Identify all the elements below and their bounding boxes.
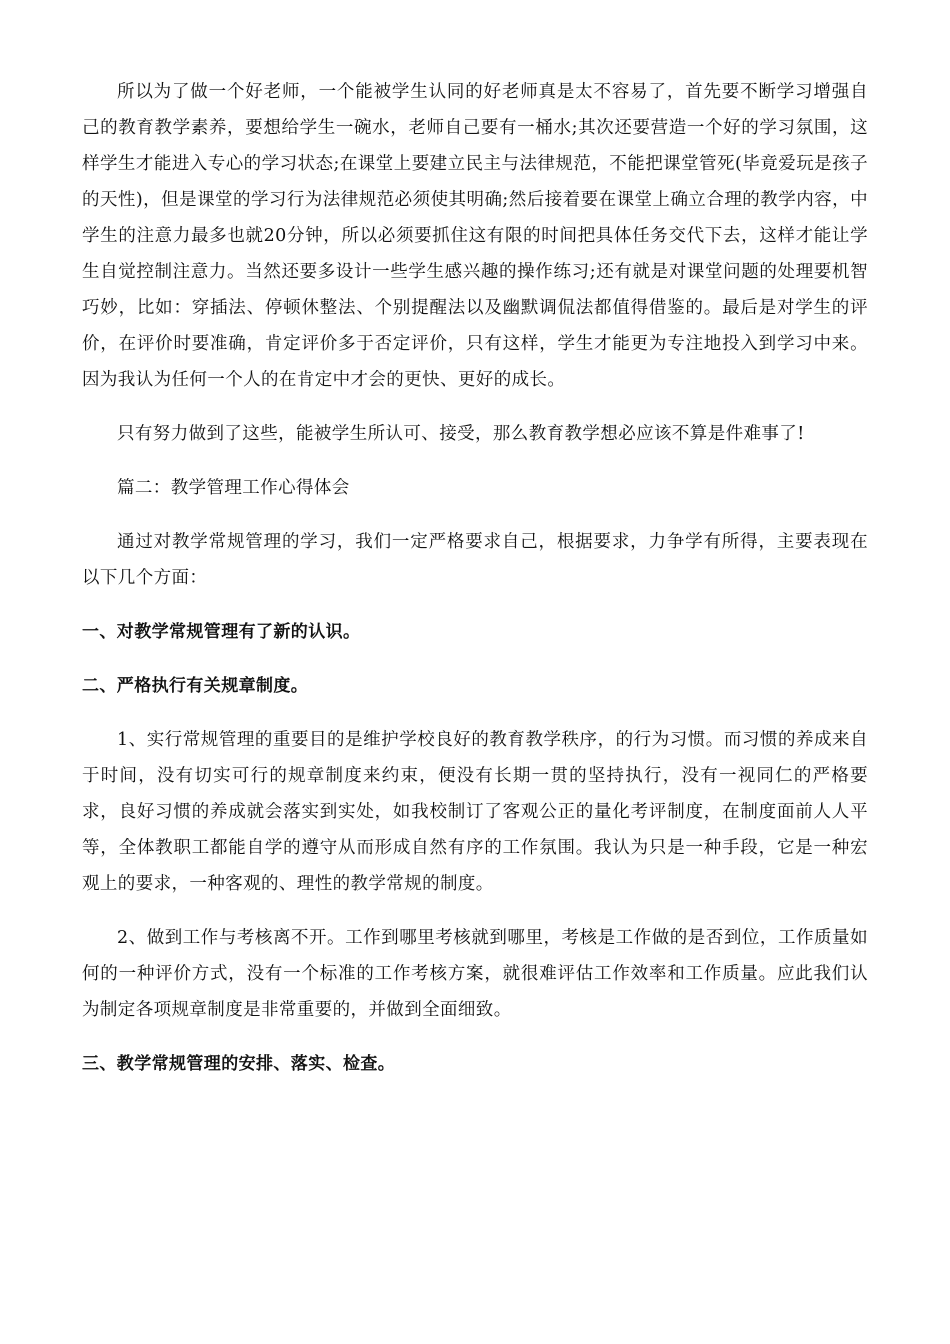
document-body (82, 74, 868, 1100)
paragraph-conclusion: 只有努力做到了这些，能被学生所认可、接受，那么教育教学想必应该不算是件难事了! (117, 424, 805, 444)
paragraph-teacher-qualities: 所以为了做一个好老师，一个能被学生认同的好老师真是太不容易了，首先要不断学习增强自己的教育教学素养，要想给学生一碗水，老师自己要有一桶水;其次还要营造一个好的学习氛围，这样学生才能进入专心的学习状态;在课堂上要建立民主与法律规范，不能把课堂管死(毕竟爱玩是孩子的天性)，但是课堂的学习行为法律规范必须使其明确;然后接着要在课堂上确立合理的教学内容，中学生的注意力最多也就20分钟，所以必须要抓住这有限的时间把具体任务交代下去，这样才能让学生自觉控制注意力。当然还要多设计一些学生感兴趣的操作练习;还有就是对课堂问题的处理要机智巧妙，比如：穿插法、停顿休整法、个别提醒法以及幽默调侃法都值得借鉴的。最后是对学生的评价，在评价时要准确，肯定评价多于否定评价，只有这样，学生才能更为专注地投入到学习中来。因为我认为任何一个人的在肯定中才会的更快、更好的成长。 (82, 82, 868, 390)
paragraph-item-one: 1、实行常规管理的重要目的是维护学校良好的教育教学秩序，的行为习惯。而习惯的养成来自于时间，没有切实可行的规章制度来约束，便没有长期一贯的坚持执行，没有一视同仁的严格要求，良好习惯的养成就会落实到实处，如我校制订了客观公正的量化考评制度，在制度面前人人平等，全体教职工都能自学的遵守从而形成自然有序的工作氛围。我认为只是一种手段，它是一种宏观上的要求，一种客观的、理性的教学常规的制度。 (82, 730, 868, 894)
section-title-part-two: 篇二：教学管理工作心得体会 (117, 478, 350, 498)
heading-two: 二、严格执行有关规章制度。 (82, 676, 309, 696)
paragraph-item-two: 2、做到工作与考核离不开。工作到哪里考核就到哪里，考核是工作做的是否到位，工作质量如何的一种评价方式，没有一个标准的工作考核方案，就很难评估工作效率和工作质量。应此我们认为制定各项规章制度是非常重要的，并做到全面细致。 (82, 928, 868, 1020)
heading-three: 三、教学常规管理的安排、落实、检查。 (82, 1054, 396, 1074)
paragraph-intro: 通过对教学常规管理的学习，我们一定严格要求自己，根据要求，力争学有所得，主要表现在以下几个方面： (82, 532, 868, 588)
heading-one: 一、对教学常规管理有了新的认识。 (82, 622, 361, 642)
